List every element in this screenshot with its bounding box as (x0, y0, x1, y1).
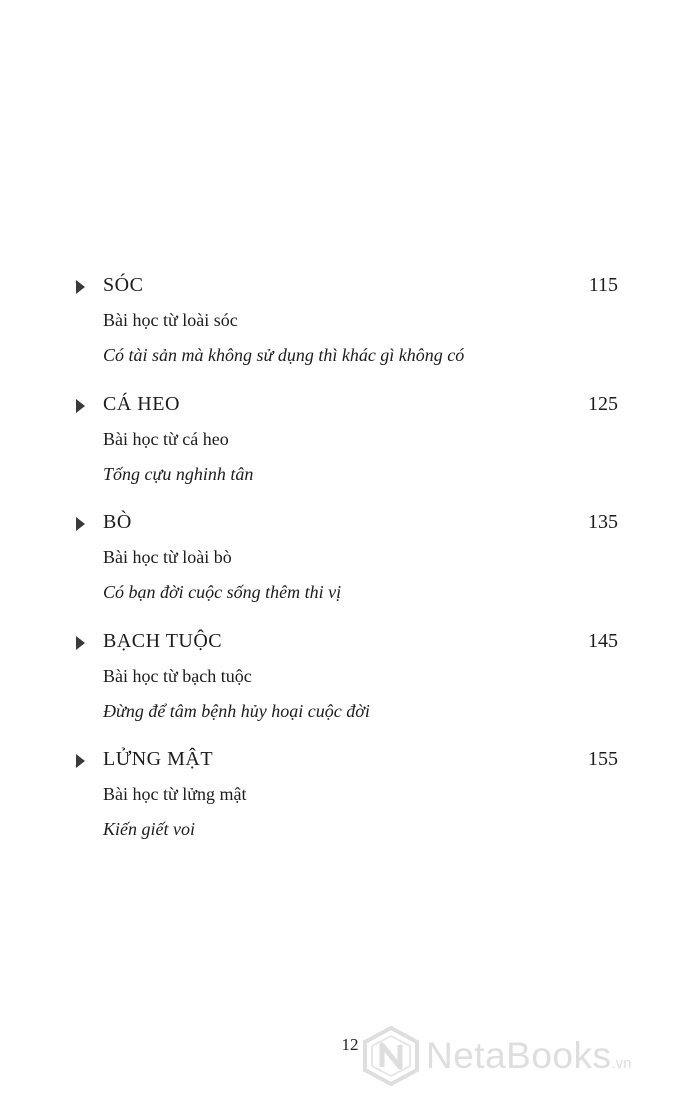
page-number: 12 (341, 1035, 359, 1054)
toc-entry[interactable] (0, 746, 700, 856)
toc-entry-page: 135 (588, 511, 618, 533)
toc-entry[interactable] (0, 272, 700, 382)
toc-entry-description: Kiến giết voi (103, 819, 195, 839)
netabooks-logo-icon (362, 1026, 420, 1086)
toc-entry-title: CÁ HEO (103, 393, 180, 415)
toc-entry-description: Tống cựu nghinh tân (103, 464, 254, 484)
toc-entry-subtitle: Bài học từ cá heo (103, 429, 229, 449)
toc-entry-title: SÓC (103, 274, 144, 296)
toc-entry-description: Có tài sản mà không sử dụng thì khác gì không có (103, 345, 465, 365)
toc-entry[interactable] (0, 628, 700, 738)
toc-entry-title: LỬNG MẬT (103, 748, 214, 770)
toc-entry-title: BÒ (103, 511, 132, 533)
toc-entry-description: Có bạn đời cuộc sống thêm thi vị (103, 582, 342, 602)
triangle-bullet-icon (76, 399, 85, 413)
watermark (362, 1026, 696, 1086)
triangle-bullet-icon (76, 517, 85, 531)
triangle-bullet-icon (76, 754, 85, 768)
toc-entry-page: 145 (588, 630, 618, 652)
triangle-bullet-icon (76, 636, 85, 650)
toc-entry-subtitle: Bài học từ loài sóc (103, 310, 238, 330)
toc-entry-subtitle: Bài học từ bạch tuộc (103, 666, 252, 686)
toc-entry-page: 115 (588, 274, 618, 296)
watermark-brand: NetaBooks (426, 1035, 612, 1076)
triangle-bullet-icon (76, 280, 85, 294)
toc-entry[interactable] (0, 391, 700, 501)
watermark-text (426, 1035, 632, 1085)
toc-entry-page: 125 (588, 393, 618, 415)
toc-entry-title: BẠCH TUỘC (103, 630, 223, 652)
toc-entry-page: 155 (588, 748, 618, 770)
watermark-suffix: .vn (611, 1055, 632, 1072)
toc-entry-subtitle: Bài học từ lửng mật (103, 784, 247, 804)
toc-entry-description: Đừng để tâm bệnh hủy hoại cuộc đời (103, 701, 370, 721)
toc-entry[interactable] (0, 509, 700, 619)
toc-entry-subtitle: Bài học từ loài bò (103, 547, 232, 567)
